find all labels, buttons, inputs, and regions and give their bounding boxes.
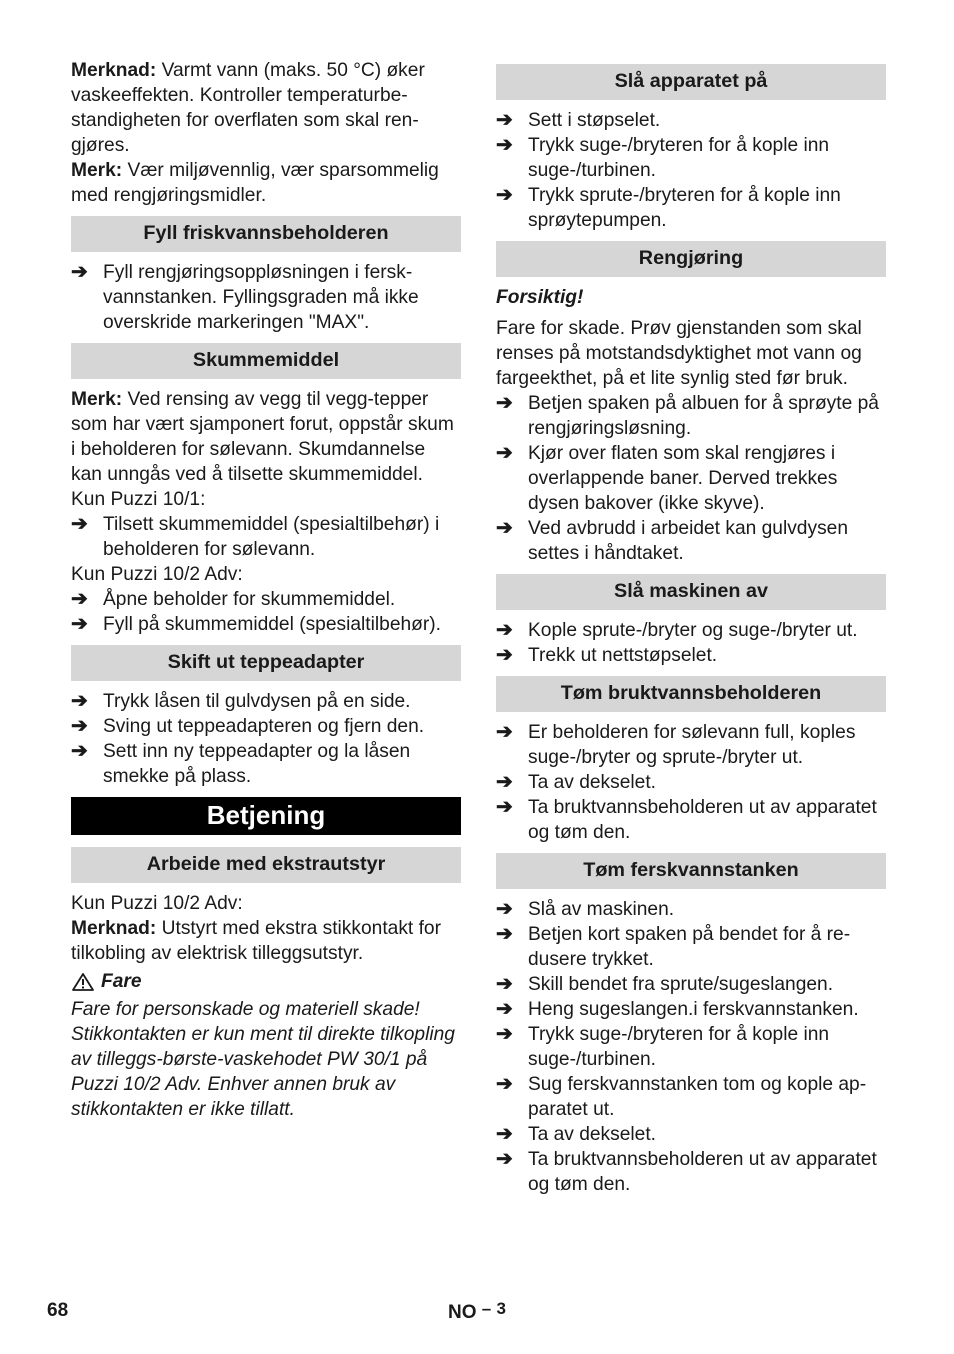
arrow-right-icon: ➔ — [71, 261, 88, 283]
model-label: Kun Puzzi 10/1: — [71, 489, 206, 510]
arrow-right-icon: ➔ — [496, 619, 513, 641]
switch-on-steps — [496, 108, 886, 233]
list-item: ➔ Sett i støpselet. — [496, 109, 661, 131]
intro-note-2 — [71, 158, 461, 208]
section-page-number: 3 — [496, 1299, 506, 1318]
list-item: ➔ Heng sugeslangen.i ferskvannstanken. — [496, 998, 859, 1020]
cleaning-text: Fare for skade. Prøv gjenstanden som skal renses på motstandsdyktighet mot vann og fargeekthet, på et lite synlig sted før bruk. — [496, 318, 862, 389]
intro-note-1 — [71, 58, 461, 158]
list-item: ➔ Tilsett skummemiddel (spesialtilbehør) i beholderen for sølevann. — [71, 513, 440, 560]
page-number: 68 — [47, 1300, 69, 1321]
arrow-right-icon: ➔ — [496, 134, 513, 156]
dash: – — [481, 1299, 492, 1318]
caution-label: Forsiktig! — [496, 287, 584, 308]
extra-note — [71, 916, 461, 966]
list-item: ➔ Sett inn ny teppeadapter og la låsen smekke på plass. — [71, 740, 411, 787]
section-header-carpet-adapter: Skift ut teppeadapter — [71, 645, 461, 681]
danger-text: Fare for personskade og materiell skade! Stikkontakten er kun ment til direkte tilkopling av tilleggs-børste-vaskehodet PW 30/1 på Puzzi 10/2 Adv. Enhver annen bruk av stikkontakten er ikke tillatt. — [71, 999, 455, 1120]
section-header-fill-fresh-water: Fyll friskvannsbeholderen — [71, 216, 461, 252]
list-item: ➔ Trykk suge-/bryteren for å kople inn suge-/turbinen. — [496, 134, 830, 181]
arrow-right-icon: ➔ — [496, 1023, 513, 1045]
list-item: ➔ Sug ferskvannstanken tom og kople apparatet ut. — [496, 1073, 867, 1120]
right-column — [496, 64, 886, 1197]
list-item: ➔ Slå av maskinen. — [496, 898, 675, 920]
arrow-right-icon: ➔ — [71, 513, 88, 535]
arrow-right-icon: ➔ — [71, 588, 88, 610]
arrow-right-icon: ➔ — [496, 1148, 513, 1170]
arrow-right-icon: ➔ — [496, 898, 513, 920]
arrow-right-icon: ➔ — [496, 998, 513, 1020]
list-item: ➔ Trykk suge-/bryteren for å kople inn suge-/turbinen. — [496, 1023, 830, 1070]
list-item: ➔ Ta bruktvannsbeholderen ut av apparatet og tøm den. — [496, 1148, 877, 1195]
arrow-right-icon: ➔ — [71, 690, 88, 712]
arrow-right-icon: ➔ — [496, 392, 513, 414]
arrow-right-icon: ➔ — [496, 517, 513, 539]
note-label: Merknad: — [71, 60, 157, 81]
list-item: ➔ Ta av dekselet. — [496, 771, 656, 793]
section-header-empty-dirty-water: Tøm bruktvannsbeholderen — [496, 676, 886, 712]
note-text: Utstyrt med ekstra stikkontakt for tilkobling av elektrisk tilleggsutstyr. — [71, 918, 441, 964]
list-item: ➔ Skill bendet fra sprute/sugeslangen. — [496, 973, 834, 995]
foam-steps-2 — [71, 587, 461, 637]
section-header-switch-off: Slå maskinen av — [496, 574, 886, 610]
chapter-header-operation: Betjening — [71, 797, 461, 835]
list-item: ➔ Trekk ut nettstøpselet. — [496, 644, 718, 666]
list-item: ➔ Betjen spaken på albuen for å sprøyte på rengjøringsløsning. — [496, 392, 879, 439]
list-item: ➔ Betjen kort spaken på bendet for å redusere trykket. — [496, 923, 851, 970]
dirty-water-steps — [496, 720, 886, 845]
list-item: ➔ Kople sprute-/bryter og suge-/bryter ut. — [496, 619, 858, 641]
switch-off-steps — [496, 618, 886, 668]
section-header-empty-fresh-water: Tøm ferskvannstanken — [496, 853, 886, 889]
cleaning-steps — [496, 391, 886, 566]
arrow-right-icon: ➔ — [496, 442, 513, 464]
arrow-right-icon: ➔ — [496, 796, 513, 818]
note-text: Ved rensing av vegg til vegg-tepper som har vært sjamponert forut, oppstår skum i beholderen for sølevann. Skumdannelse kan unngås ved å tilsette skummemiddel. — [71, 389, 454, 485]
list-item: ➔ Kjør over flaten som skal rengjøres i overlappende baner. Derved trekkes dysen bakover (ikke skyve). — [496, 442, 838, 514]
list-item: ➔ Ved avbrudd i arbeidet kan gulvdysen settes i håndtaket. — [496, 517, 849, 564]
arrow-right-icon: ➔ — [496, 721, 513, 743]
arrow-right-icon: ➔ — [496, 973, 513, 995]
model-label: Kun Puzzi 10/2 Adv: — [71, 893, 243, 914]
note-text: Vær miljøvennlig, vær sparsommelig med rengjøringsmidler. — [71, 160, 439, 206]
danger-label: Fare — [101, 971, 142, 992]
arrow-right-icon: ➔ — [496, 1073, 513, 1095]
warning-triangle-icon — [71, 972, 95, 992]
list-item: ➔ Trykk låsen til gulvdysen på en side. — [71, 690, 411, 712]
list-item: ➔ Er beholderen for sølevann full, koples suge-/bryter og sprute-/bryter ut. — [496, 721, 856, 768]
section-header-foam: Skummemiddel — [71, 343, 461, 379]
model-label: Kun Puzzi 10/2 Adv: — [71, 564, 243, 585]
arrow-right-icon: ➔ — [496, 109, 513, 131]
foam-note — [71, 387, 461, 487]
language-code: NO — [448, 1302, 477, 1323]
note-label: Merk: — [71, 160, 123, 181]
list-item: ➔ Trykk sprute-/bryteren for å kople inn sprøytepumpen. — [496, 184, 841, 231]
note-label: Merk: — [71, 389, 123, 410]
carpet-steps — [71, 689, 461, 789]
arrow-right-icon: ➔ — [71, 715, 88, 737]
arrow-right-icon: ➔ — [496, 1123, 513, 1145]
arrow-right-icon: ➔ — [71, 740, 88, 762]
note-label: Merknad: — [71, 918, 157, 939]
section-header-switch-on: Slå apparatet på — [496, 64, 886, 100]
arrow-right-icon: ➔ — [496, 184, 513, 206]
list-item: ➔ Ta bruktvannsbeholderen ut av apparatet og tøm den. — [496, 796, 877, 843]
fill-steps — [71, 260, 461, 335]
list-item: ➔ Åpne beholder for skummemiddel. — [71, 588, 396, 610]
arrow-right-icon: ➔ — [496, 771, 513, 793]
list-item: ➔ Ta av dekselet. — [496, 1123, 656, 1145]
arrow-right-icon: ➔ — [71, 613, 88, 635]
left-column — [71, 58, 461, 1122]
list-item: ➔ Fyll rengjøringsoppløsningen i ferskvannstanken. Fyllingsgraden må ikke overskride markeringen "MAX". — [71, 261, 419, 333]
section-page-label — [448, 1296, 506, 1325]
foam-steps-1 — [71, 512, 461, 562]
section-header-cleaning: Rengjøring — [496, 241, 886, 277]
danger-title — [71, 969, 461, 994]
section-header-extra-equipment: Arbeide med ekstrautstyr — [71, 847, 461, 883]
note-text: Varmt vann (maks. 50 °C) øker vaskeeffekten. Kontroller temperaturbestandigheten for overflaten som skal rengjøres. — [71, 60, 425, 156]
arrow-right-icon: ➔ — [496, 644, 513, 666]
list-item: ➔ Sving ut teppeadapteren og fjern den. — [71, 715, 425, 737]
list-item: ➔ Fyll på skummemiddel (spesialtilbehør). — [71, 613, 442, 635]
arrow-right-icon: ➔ — [496, 923, 513, 945]
fresh-water-steps — [496, 897, 886, 1197]
